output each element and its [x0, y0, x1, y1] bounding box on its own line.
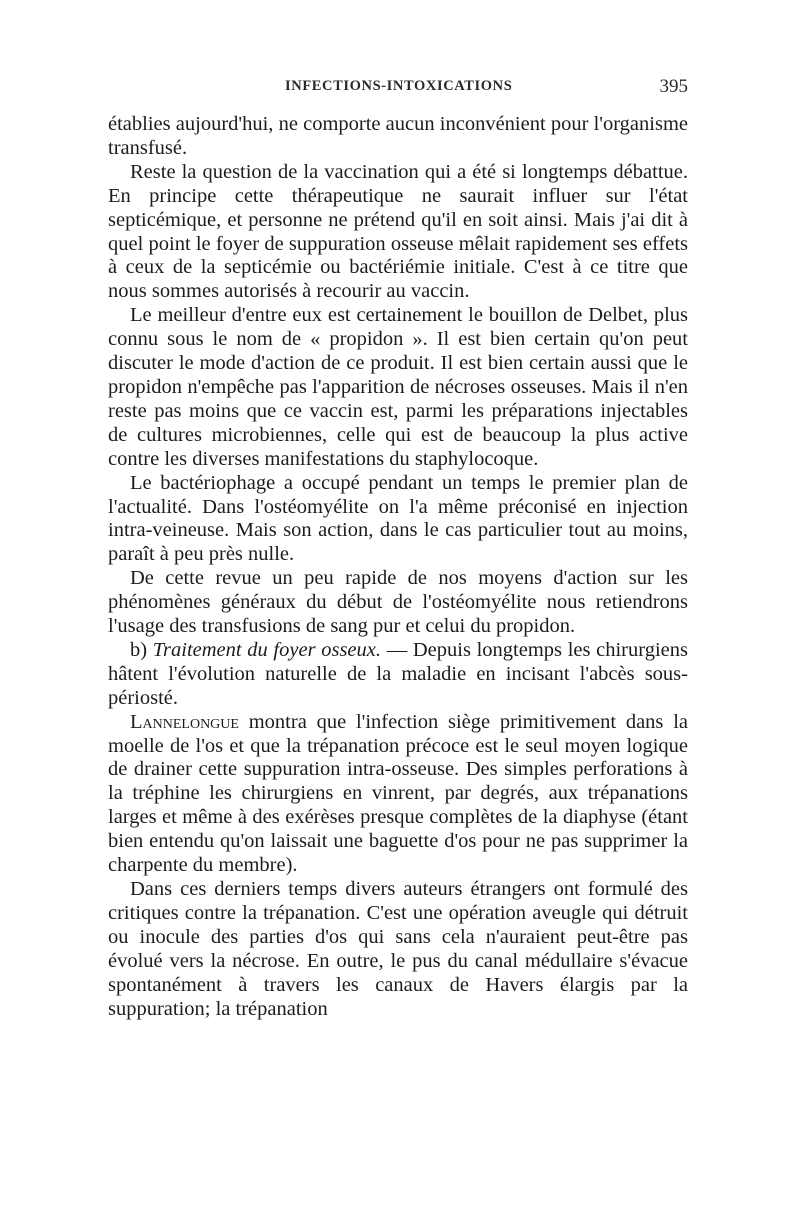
paragraph-text: De cette revue un peu rapide de nos moyens d'action sur les phénomènes généraux du début de l'ostéomyélite nous retiendrons l'usage des transfusions de sang pur et celui du propidon.	[108, 567, 688, 638]
paragraph-text: montra que l'infection siège primitivement dans la moelle de l'os et que la trépanation précoce est le seul moyen logique de drainer cette suppuration intra-osseuse. Des simples perforations à la tréphine les chirurgiens en vinrent, par degrés, aux trépanations larges et même à des exérèses presque complètes de la diaphyse (étant bien entendu qu'on laissait une baguette d'os pour ne pas supprimer la charpente du membre).	[108, 710, 688, 877]
paragraph-vaccination	[108, 161, 688, 304]
author-name: Lannelongue	[130, 710, 239, 733]
paragraph-continued	[108, 113, 688, 161]
paragraph-critiques	[108, 878, 688, 1021]
running-title: INFECTIONS-INTOXICATIONS	[285, 78, 513, 94]
running-header	[108, 78, 688, 100]
paragraph-text: établies aujourd'hui, ne comporte aucun inconvénient pour l'organisme transfusé.	[108, 113, 688, 159]
paragraph-text: Dans ces derniers temps divers auteurs étrangers ont formulé des critiques contre la trépanation. C'est une opération aveugle qui détruit ou inocule des parties d'os qui sans cela n'auraient peut-être pas évolué vers la nécrose. En outre, le pus du canal médullaire s'évacue spontanément à travers les canaux de Havers élargis par la suppuration; la trépanation	[108, 878, 688, 1020]
paragraph-propidon	[108, 304, 688, 471]
paragraph-bacteriophage	[108, 472, 688, 568]
paragraph-text: Le bactériophage a occupé pendant un temps le premier plan de l'actualité. Dans l'ostéomyélite on l'a même préconisé en injection intra-veineuse. Mais son action, dans le cas particulier tout au moins, paraît à peu près nulle.	[108, 471, 688, 566]
paragraph-summary	[108, 567, 688, 639]
section-title: Traitement du foyer osseux.	[152, 638, 382, 661]
section-lead: b)	[130, 638, 153, 661]
body-text	[108, 113, 688, 1021]
paragraph-section-b	[108, 639, 688, 711]
paragraph-text: — Depuis longtemps les chirurgiens hâtent l'évolution naturelle de la maladie en incisant l'abcès sous-périosté.	[108, 638, 688, 709]
paragraph-lannelongue	[108, 711, 688, 878]
paragraph-text: Reste la question de la vaccination qui a été si longtemps débattue. En principe cette thérapeutique ne saurait influer sur l'état septicémique, et personne ne prétend qu'il en soit ainsi. Mais j'ai dit à quel point le foyer de suppuration osseuse mêlait rapidement ses effets à ceux de la septicémie ou bactériémie initiale. C'est à ce titre que nous sommes autorisés à recourir au vaccin.	[108, 160, 688, 303]
page-number: 395	[659, 76, 688, 97]
paragraph-text: Le meilleur d'entre eux est certainement le bouillon de Delbet, plus connu sous le nom de « propidon ». Il est bien certain qu'on peut discuter le mode d'action de ce produit. Il est bien certain aussi que le propidon n'empêche pas l'apparition de nécroses osseuses. Mais il n'en reste pas moins que ce vaccin est, parmi les préparations injectables de cultures microbiennes, celle qui est de beaucoup la plus active contre les diverses manifestations du staphylocoque.	[108, 304, 688, 470]
